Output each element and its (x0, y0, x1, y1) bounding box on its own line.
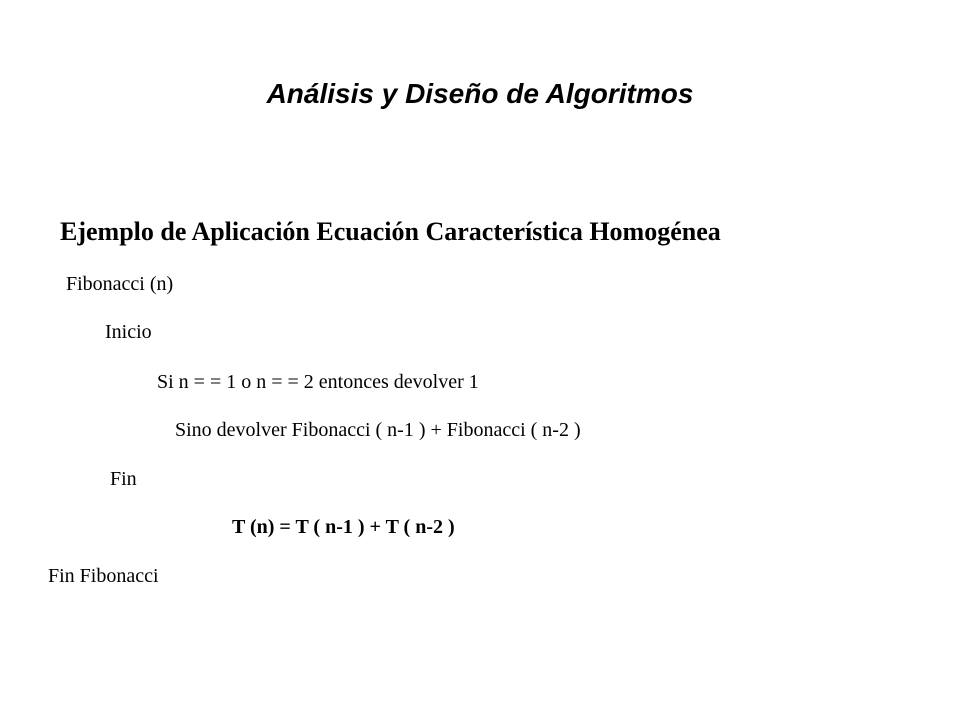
code-function-header: Fibonacci (n) (66, 273, 174, 295)
code-end: Fin (110, 468, 137, 490)
recurrence-equation: T (n) = T ( n-1 ) + T ( n-2 ) (232, 516, 455, 538)
code-begin: Inicio (105, 321, 152, 343)
code-function-end: Fin Fibonacci (48, 565, 159, 587)
section-heading: Ejemplo de Aplicación Ecuación Característica Homogénea (60, 217, 721, 246)
code-else-line: Sino devolver Fibonacci ( n-1 ) + Fibonacci ( n-2 ) (175, 419, 581, 441)
slide-title: Análisis y Diseño de Algoritmos (266, 78, 694, 109)
code-if-line: Si n = = 1 o n = = 2 entonces devolver 1 (157, 371, 479, 393)
